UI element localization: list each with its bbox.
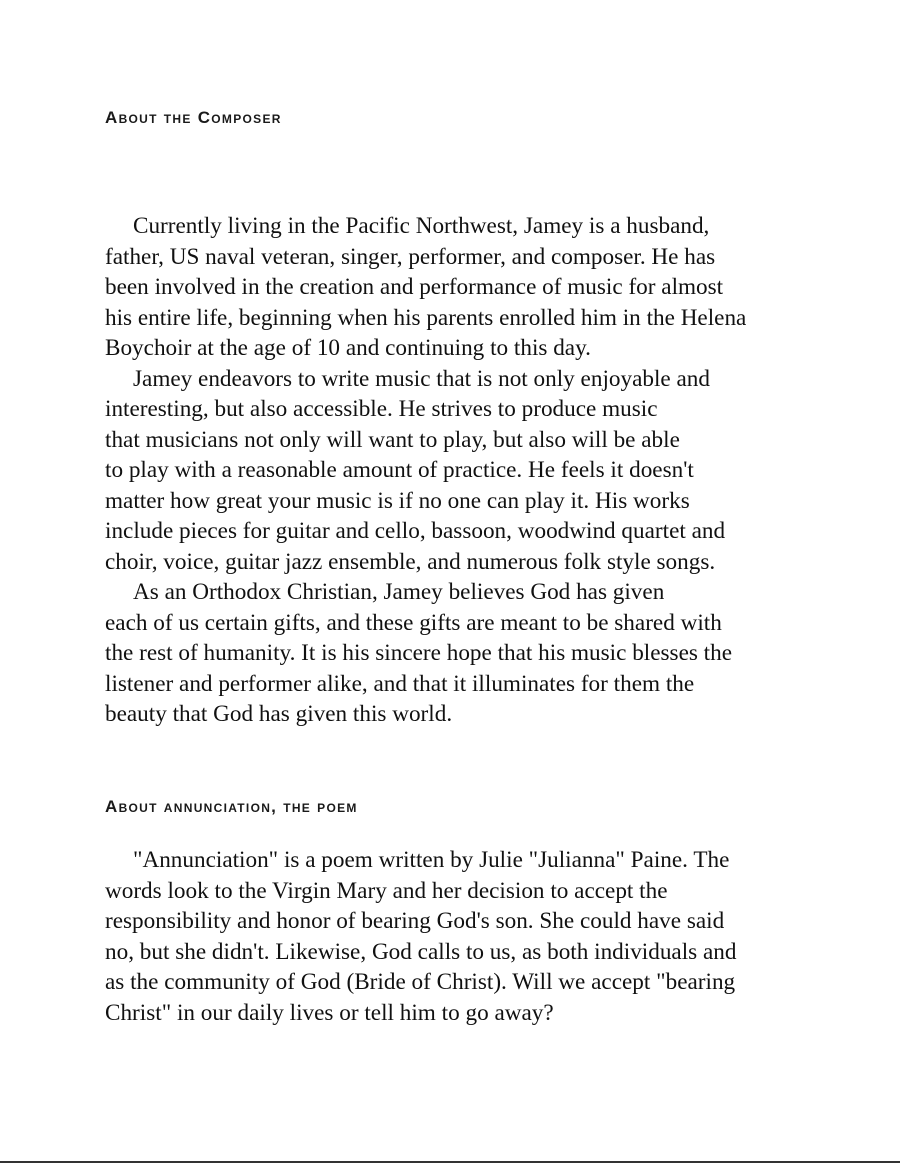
text-line: to play with a reasonable amount of practice. He feels it doesn't	[105, 457, 694, 483]
text-line: Christ" in our daily lives or tell him to go away?	[105, 999, 554, 1026]
page-bottom-border	[0, 1161, 900, 1163]
text-line: words look to the Virgin Mary and her decision to accept the	[105, 877, 668, 904]
text-line: that musicians not only will want to play, but also will be able	[105, 426, 680, 453]
text-line: the rest of humanity. It is his sincere hope that his music blesses the	[105, 640, 733, 666]
text-line: father, US naval veteran, singer, performer, and composer. He has	[105, 243, 716, 270]
text-line: listener and performer alike, and that it illuminates for them the	[105, 670, 695, 697]
text-line: Jamey endeavors to write music that is not only enjoyable and	[133, 365, 710, 392]
text-line: beauty that God has given this world.	[105, 701, 453, 727]
text-line: no, but she didn't. Likewise, God calls to us, as both individuals and	[105, 938, 737, 965]
text-line: his entire life, beginning when his parents enrolled him in the Helena	[105, 304, 747, 331]
text-line: responsibility and honor of bearing God's son. She could have said	[105, 908, 725, 934]
text-line: Boychoir at the age of 10 and continuing to this day.	[105, 335, 591, 361]
heading-about-poem: About annunciation, the poem	[105, 797, 358, 816]
text-line: include pieces for guitar and cello, bassoon, woodwind quartet and	[105, 518, 726, 544]
text-line: choir, voice, guitar jazz ensemble, and numerous folk style songs.	[105, 548, 716, 575]
text-line: Currently living in the Pacific Northwest, Jamey is a husband,	[133, 213, 710, 239]
text-line: interesting, but also accessible. He strives to produce music	[105, 396, 658, 422]
text-line: matter how great your music is if no one can play it. His works	[105, 487, 690, 514]
text-line: been involved in the creation and performance of music for almost	[105, 274, 724, 300]
heading-about-composer: About the Composer	[105, 108, 282, 127]
text-line: "Annunciation" is a poem written by Julie "Julianna" Paine. The	[133, 847, 730, 873]
text-line: As an Orthodox Christian, Jamey believes God has given	[133, 579, 665, 605]
text-line: each of us certain gifts, and these gifts are meant to be shared with	[105, 609, 722, 636]
text-line: as the community of God (Bride of Christ). Will we accept "bearing	[105, 969, 736, 995]
